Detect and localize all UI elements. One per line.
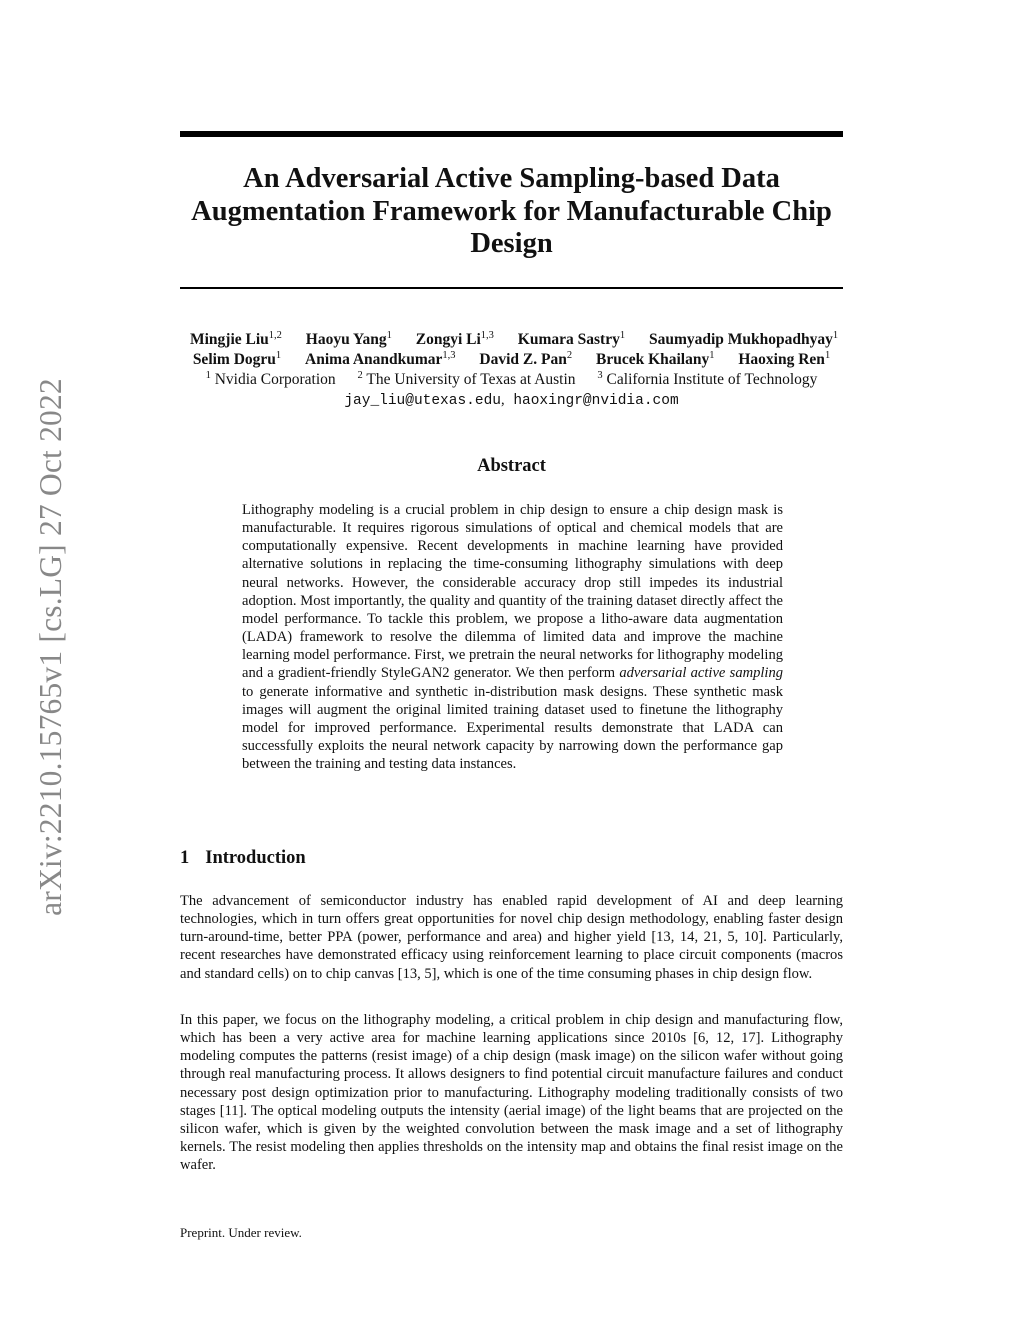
email-separator: , — [500, 392, 505, 408]
author: Haoxing Ren$^1$ — [738, 350, 831, 368]
affiliation: $^1$ Nvidia Corporation — [205, 370, 336, 388]
author-block — [180, 330, 843, 411]
affiliation: $^2$ The University of Texas at Austin — [357, 370, 576, 388]
abstract-text: Lithography modeling is a crucial problem in chip design to ensure a chip design mask is manufacturable. It requires rigorous simulations of optical and chemical models that are computationally expensive. Recent developments in machine learning have provided alternative solutions in replacing the time-consuming lithography simulations with deep neural networks. However, the considerable accuracy drop still impedes its industrial adoption. Most importantly, the quality and quantity of the training dataset directly affect the model performance. To tackle this problem, we propose a litho-aware data augmentation (LADA) framework to resolve the dilemma of limited data and improve the machine learning model performance. First, we pretrain the neural networks for lithography modeling and a gradient-friendly StyleGAN2 generator. We then perform adversarial active sampling to generate informative and synthetic in-distribution mask designs. These synthetic mask images will augment the original limited training dataset used to finetune the lithography model for improved performance. Experimental results demonstrate that LADA can successfully exploits the neural network capacity by narrowing down the performance gap between the training and testing data instances. — [242, 502, 784, 773]
abstract-heading: Abstract — [477, 456, 546, 476]
author: Selim Dogru$^1$ — [192, 350, 282, 368]
author: Zongyi Li$^{1,3}$ — [415, 330, 494, 348]
title-line: An Adversarial Active Sampling-based Data — [243, 163, 780, 194]
affiliation-row — [180, 370, 843, 390]
email-row — [180, 390, 843, 411]
author: Saumyadip Mukhopadhyay$^1$ — [648, 330, 839, 348]
arxiv-identifier: arXiv:2210.15765v1 [cs.LG] 27 Oct 2022 — [33, 378, 68, 916]
author: David Z. Pan$^2$ — [479, 350, 573, 368]
section-heading — [180, 848, 306, 869]
body-paragraph: In this paper, we focus on the lithography modeling, a critical problem in chip design and manufacturing flow, which has been a very active area for machine learning applications since 2010s [6, 12, 17]. Lithography modeling computes the patterns (resist image) of a chip design (mask image) on the silicon wafer without going through real manufacturing process. It allows designers to find potential circuit manufacture failures and conduct necessary post design optimization prior to manufacturing. Lithography modeling traditionally consists of two stages [11]. The optical modeling outputs the intensity (aerial image) of the light beams that are projected on the silicon wafer, which is given by the weighted convolution between the mask image and a set of lithography kernels. The resist modeling then applies thresholds on the intensity map and obtains the final resist image on the wafer. — [180, 1012, 843, 1174]
title-line: Design — [470, 228, 553, 259]
paper-title — [180, 163, 843, 261]
section-number: 1 — [180, 848, 190, 868]
author-row — [180, 330, 843, 350]
author: Kumara Sastry$^1$ — [517, 330, 626, 348]
author: Anima Anandkumar$^{1,3}$ — [305, 350, 456, 368]
body-paragraph: The advancement of semiconductor industry has enabled rapid development of AI and deep learning technologies, which in turn offers great opportunities for novel chip design methodology, enabling faster design turn-around-time, better PPA (power, performance and area) and higher yield [13, 14, 21, 5, 10]. Particularly, recent researches have demonstrated efficacy using reinforcement learning to place circuit components (macros and standard cells) on to chip canvas [13, 5], which is one of the time consuming phases in chip design flow. — [180, 893, 843, 982]
abstract-emphasis: adversarial active sampling — [619, 665, 784, 682]
title-top-rule — [180, 131, 843, 137]
email-link[interactable]: jay_liu@utexas.edu — [344, 393, 501, 409]
author: Brucek Khailany$^1$ — [595, 350, 715, 368]
affiliation: $^3$ California Institute of Technology — [597, 370, 818, 388]
title-bottom-rule — [180, 287, 843, 289]
email-link[interactable]: haoxingr@nvidia.com — [513, 393, 679, 409]
author-row — [180, 350, 843, 370]
title-line: Augmentation Framework for Manufacturable Chip — [191, 195, 832, 227]
footer-note: Preprint. Under review. — [180, 1225, 302, 1240]
section-title: Introduction — [205, 848, 306, 868]
author: Mingjie Liu$^{1,2}$ — [190, 330, 282, 348]
author: Haoyu Yang$^1$ — [305, 330, 392, 348]
